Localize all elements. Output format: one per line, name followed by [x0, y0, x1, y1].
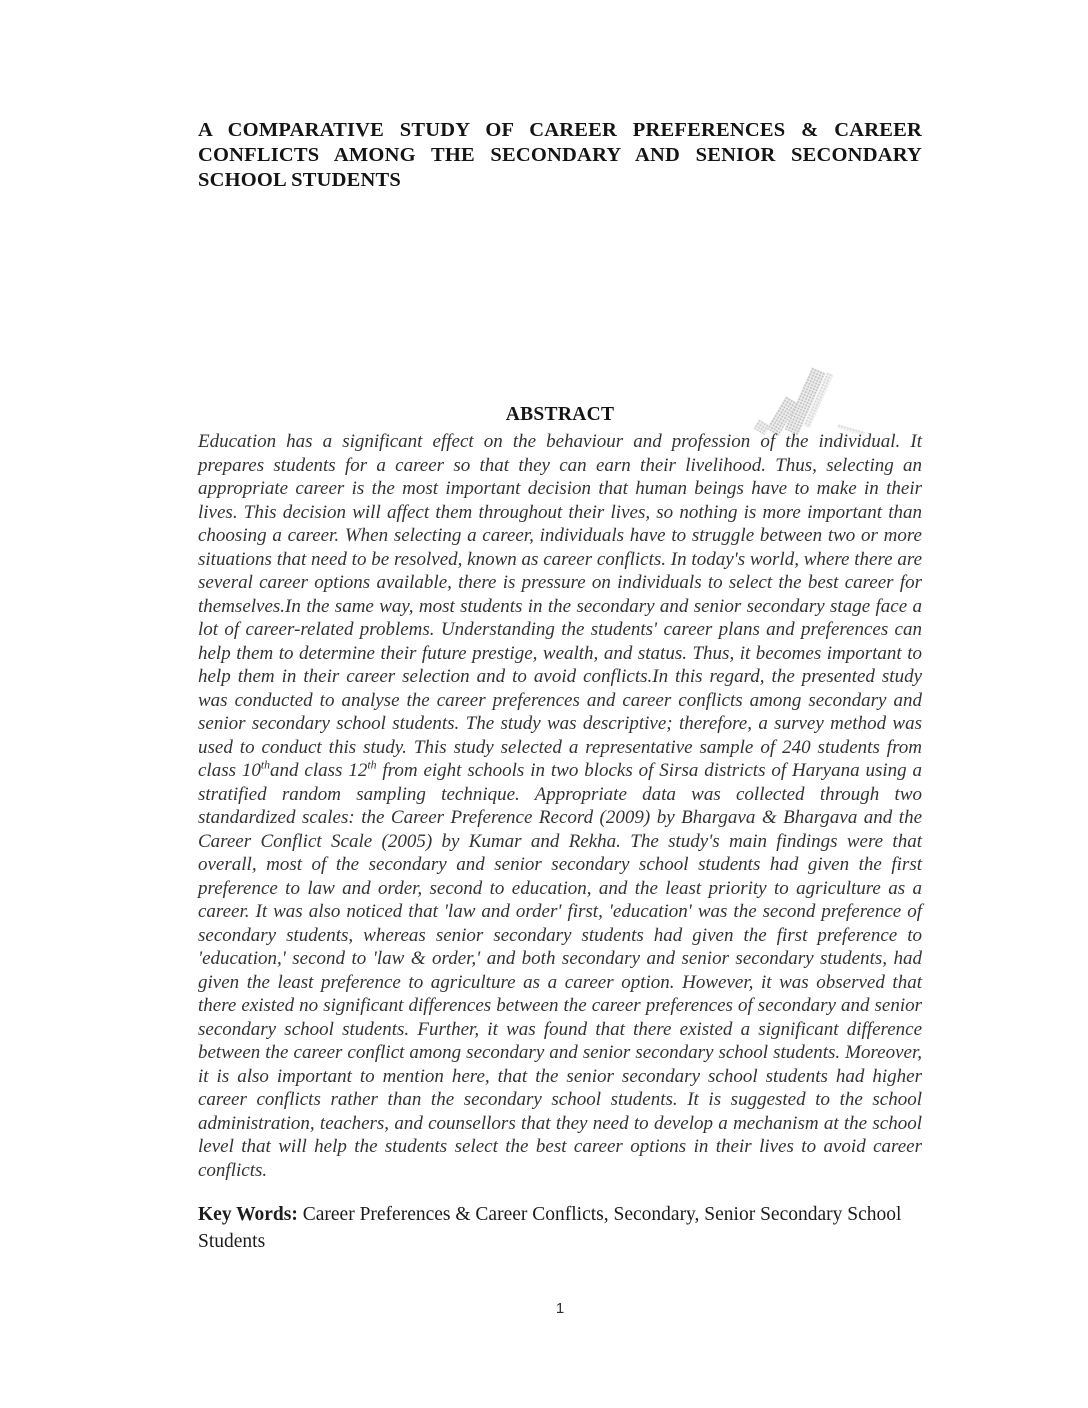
abstract-paragraph [198, 430, 922, 1182]
abstract-text-part3: from eight schools in two blocks of Sirsa districts of Haryana using a stratified random sampling technique. Appropriate data was collected through two standardized scales: the Career Preference Record (2009) by Bhargava & Bhargava and the Career Conflict Scale (2005) by Kumar and Rekha. The study's main findings were that overall, most of the secondary and senior secondary school students had given the first preference to law and order, second to education, and the least priority to agriculture as a career. It was also noticed that 'law and order' first, 'education' was the second preference of secondary students, whereas senior secondary students had given the first preference to 'education,' second to 'law & order,' and both secondary and senior secondary students, had given the least preference to agriculture as a career option. However, it was observed that there existed no significant differences between the career preferences of secondary and senior secondary school students. Further, it was found that there existed a significant difference between the career conflict among secondary and senior secondary school students. Moreover, it is also important to mention here, that the senior secondary school students had higher career conflicts rather than the secondary school students. It is suggested to the school administration, teachers, and counsellors that they need to develop a mechanism at the school level that will help the students select the best career options in their lives to avoid career conflicts. [198, 760, 923, 1181]
abstract-text-part2: and class 12 [270, 760, 368, 781]
keywords-label: Key Words: [198, 1204, 298, 1225]
keywords-paragraph [198, 1201, 922, 1255]
keywords-text: Career Preferences & Career Conflicts, Secondary, Senior Secondary School Students [198, 1204, 902, 1252]
abstract-heading: ABSTRACT [505, 404, 615, 425]
page-number: 1 [555, 1300, 565, 1317]
superscript-th-2: th [367, 758, 377, 772]
paper-title: A COMPARATIVE STUDY OF CAREER PREFERENCES & CAREER CONFLICTS AMONG THE SECONDARY AND SENIOR SECONDARY SCHOOL STUDENTS [198, 119, 922, 191]
page-content [198, 0, 922, 1275]
abstract-text-part1: Education has a significant effect on the behaviour and profession of the individual. It prepares students for a career so that they can earn their livelihood. Thus, selecting an appropriate career is the most important decision that human beings have to make in their lives. This decision will affect them throughout their lives, so nothing is more important than choosing a career. When selecting a career, individuals have to struggle between two or more situations that need to be resolved, known as career conflicts. In today's world, where there are several career options available, there is pressure on individuals to select the best career for themselves.In the same way, most students in the secondary and senior secondary stage face a lot of career-related problems. Understanding the students' career plans and preferences can help them to determine their future prestige, wealth, and status. Thus, it becomes important to help them in their career selection and to avoid conflicts.In this regard, the presented study was conducted to analyse the career preferences and career conflicts among secondary and senior secondary school students. The study was descriptive; therefore, a survey method was used to conduct this study. This study selected a representative sample of 240 students from class 10 [198, 431, 922, 781]
superscript-th-1: th [260, 758, 271, 772]
